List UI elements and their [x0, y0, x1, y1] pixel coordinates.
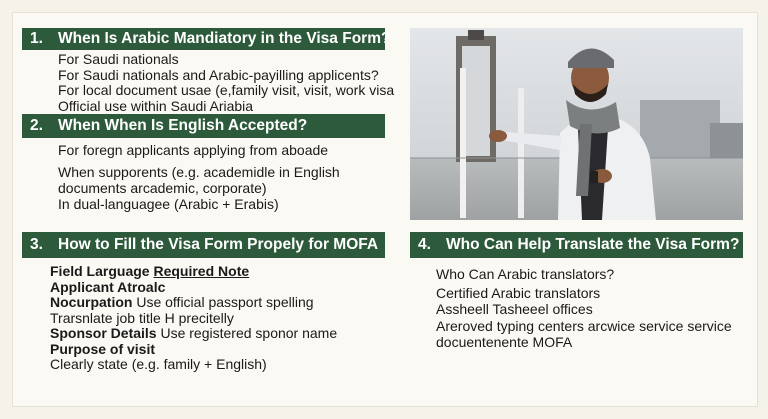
row-note: Use official passport spelling — [132, 294, 314, 310]
table-row — [50, 342, 337, 358]
section2-list — [58, 142, 340, 212]
distant-building — [710, 123, 743, 158]
table-row — [50, 280, 337, 296]
distant-building — [640, 100, 720, 158]
row-label: Purpose of visit — [50, 340, 156, 357]
section4-item: Who Can Arabic translators? — [436, 266, 615, 282]
section3-header-left: Field Larguage — [50, 263, 150, 279]
section4-number: 4. — [418, 236, 431, 253]
section1-item: For Saudi nationals and Arabic-payilling applicents? — [58, 66, 379, 83]
man-pointing-photo — [410, 28, 743, 220]
section2-item: For foregn applicants applying from aboade — [58, 142, 329, 158]
table-row — [50, 295, 337, 311]
building-glass — [462, 46, 490, 156]
section4-item: docuentenente MOFA — [436, 334, 573, 350]
section2-header — [22, 114, 385, 138]
photo-illustration — [410, 28, 743, 220]
row-label: Applicant Atroalc — [50, 278, 166, 295]
section3-table-header — [50, 264, 337, 280]
section3-number: 3. — [30, 236, 43, 253]
section1-item: For local document usae (e,family visit, visit, work visa — [58, 82, 395, 98]
pole — [460, 68, 466, 218]
section2-item: When supporents (e.g. academidle in English — [58, 164, 340, 180]
section3-table — [50, 264, 337, 373]
section2-item: documents arcademic, corporate) — [58, 180, 267, 196]
phone — [590, 171, 598, 183]
section1-header — [22, 28, 391, 50]
table-row — [50, 357, 337, 373]
section1-list — [58, 52, 394, 114]
man-hand — [489, 130, 507, 142]
section2-title: When When Is English Accepted? — [58, 117, 308, 134]
section4-header — [410, 232, 743, 258]
section4-item: Areroved typing centers arcwice service service — [436, 317, 732, 334]
section2-number: 2. — [30, 117, 43, 134]
table-row — [50, 311, 337, 327]
row-label: Nocurpation — [50, 294, 133, 310]
section4-list — [436, 266, 732, 351]
section3-title: How to Fill the Visa Form Propely for MOFA — [58, 236, 379, 253]
row-label: Sponsor Details — [50, 325, 157, 341]
section1-item: Official use within Saudi Ariabia — [58, 97, 254, 114]
section4-item: Assheell Tasheeel offices — [436, 301, 593, 317]
row-note: Use registered sponor name — [156, 325, 338, 341]
table-row — [50, 326, 337, 342]
section3-header — [22, 232, 385, 258]
pole — [518, 88, 524, 218]
section1-number: 1. — [30, 30, 43, 47]
section1-title: When Is Arabic Mandiatory in the Visa Form? — [58, 30, 391, 47]
row-note: Trarsnlate job title H precitelly — [50, 309, 234, 326]
section3-header-right: Required Note — [153, 263, 250, 279]
section4-item: Certified Arabic translators — [436, 284, 601, 301]
section2-item: In dual-languagee (Arabic + Erabis) — [58, 196, 279, 212]
row-note: Clearly state (e.g. family + English) — [50, 356, 267, 372]
section1-item: For Saudi nationals — [58, 51, 179, 67]
section4-title: Who Can Help Translate the Visa Form? — [446, 236, 740, 253]
building-top — [468, 30, 484, 40]
